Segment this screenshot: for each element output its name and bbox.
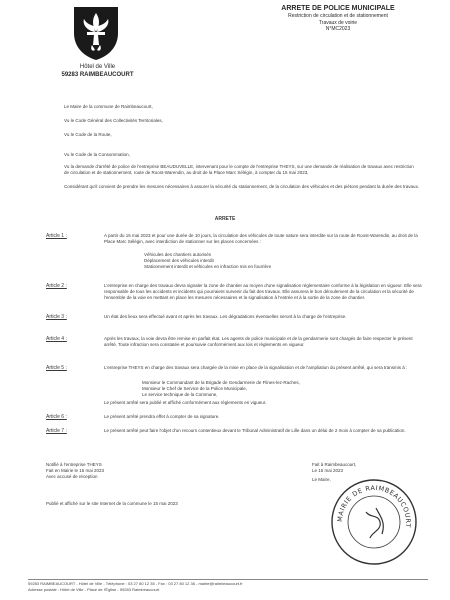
header-number: N°MC2023 [325, 26, 351, 32]
signature-line: Le Maire, [312, 477, 331, 482]
footer-line: Adresse postale : Hôtel de Ville - Place de l'Église - 59283 Raimbeaucourt [28, 586, 160, 592]
visa-request: Vu la demande d'arrêté de police de l'entreprise BEAUDUVELLE, intervenant pour le compte de l'entreprise THEYS, sur une demande de réalisation de travaux avec restriction de circulation et de stationnement, route de Roost-Warendin, au droit de la Place Marc Sélégin, à compter du 15 mai 2023, [64, 164, 414, 175]
article-1-bullets [144, 252, 404, 270]
article-4-text: Après les travaux, la voie devra être remise en parfait état. Les agents de police municipale et de la gendarmerie sont chargés de faire respecter le présent arrêté. Toute infraction sera constatée et poursuivie conformément aux lois et règlements en vigueur. [104, 336, 413, 347]
svg-text:MAIRIE DE RAIMBEAUCOURT [336, 484, 412, 528]
article-2-label: Article 2 : [46, 283, 67, 289]
document-title: ARRETE DE POLICE MUNICIPALE [281, 5, 395, 12]
article-3-label: Article 3 : [46, 314, 67, 320]
signature-line: Fait à Raimbeaucourt, [312, 462, 357, 467]
page-footer [28, 579, 428, 592]
article-1-label: Article 1 : [46, 233, 67, 239]
list-item: Véhicules des chantiers autorisés [144, 252, 212, 257]
visa-considerant: Considérant qu'il convient de prendre les mesures nécessaires à assurer la sécurité du stationnement, de la circulation des véhicules et des piétons pendant la durée des travaux. [64, 184, 420, 189]
list-item: Stationnement interdit et véhicules en infraction mis en fourrière [144, 264, 272, 269]
list-item: Déplacement des véhicules interdit [144, 258, 214, 263]
fleur-de-lis-logo-icon [70, 5, 122, 61]
list-item: Le service technique de la Commune, [142, 392, 218, 397]
footer-line: 59283 RAIMBEAUCOURT - Hôtel de Ville - Téléphone : 03 27 80 12 35 - Fax : 03 27 80 12 36 - mairie@raimbeaucourt.fr [28, 581, 243, 586]
municipality-block [50, 63, 145, 79]
municipal-stamp-icon [330, 478, 418, 566]
signature-line: Le 15 mai 2023 [312, 468, 344, 473]
article-6-label: Article 6 : [46, 414, 67, 420]
article-3-text: Un état des lieux sera effectué avant et après les travaux. Les dégradations éventuelles seront à la charge de l'entreprise. [104, 314, 347, 319]
article-4-label: Article 4 : [46, 336, 67, 342]
article-7-text: Le présent arrêté peut faire l'objet d'un recours contentieux devant le Tribunal Administratif de Lille dans un délai de 2 mois à compter de sa publication. [104, 428, 406, 433]
article-5-after: Le présent arrêté sera publié et affiché conformément aux règlements en vigueur. [104, 400, 267, 405]
article-5-text: L'entreprise THEYS en charge des travaux sera chargée de la mise en place de la signalisation et de l'ampliation du présent arrêté, qui sera transmis à : [104, 365, 408, 370]
list-item: Monsieur le Chef de Service de la Police Municipale, [142, 386, 248, 391]
org-city: 59283 RAIMBEAUCOURT [61, 72, 134, 78]
article-6-text: Le présent arrêté prendra effet à compter de sa signature. [104, 414, 220, 419]
document-header [258, 4, 418, 33]
list-item: Monsieur le Commandant de la Brigade de Gendarmerie de Flines-lez-Raches, [142, 380, 300, 385]
article-7-label: Article 7 : [46, 428, 67, 434]
notification-block [46, 462, 186, 480]
article-2-text: L'entreprise en charge des travaux devra signaler la zone de chantier au moyen d'une signalisation réglementaire conforme à la législation en vigueur. Elle sera responsable de tous les accidents et incidents qui pourraient survenir du fait des travaux. Elle assurera le bon déroulement de la circulation et la sécurité de l'ensemble de la voie en mettant en place les mesures nécessaires et la signalisation à l'entrée et à la sortie de la zone de chantier. [104, 283, 422, 300]
visa-cgct: Vu le Code Général des Collectivités Territoriales, [64, 118, 163, 123]
article-5-label: Article 5 : [46, 365, 67, 371]
visa-code-route: Vu le Code de la Route, [64, 132, 112, 137]
visa-mayor: Le Maire de la commune de Raimbeaucourt, [64, 104, 153, 109]
article-1-text: A partir du 15 mai 2023 et pour une durée de 10 jours, la circulation des véhicules de toute nature sera interdite sur la route de Roost-Warendin, au droit de la Place Marc Sélégin, avec interdiction de stationner sur les places concernées : [104, 233, 418, 244]
notification-line: Avec accusé de réception [46, 474, 98, 479]
header-subtitle: Restriction de circulation et de stationnement [288, 13, 388, 19]
header-topic: Travaux de voirie [318, 19, 358, 26]
notification-line: Notifié à l'entreprise THEYS [46, 462, 102, 467]
stamp-text: MAIRIE DE RAIMBEAUCOURT [335, 483, 413, 529]
notification-line: Fait en Mairie le 15 mai 2023 [46, 468, 105, 473]
arrete-heading: ARRETE [214, 216, 236, 222]
org-name: Hôtel de Ville [79, 64, 116, 70]
publication-note: Publié et affiché sur le site Internet de la commune le 15 mai 2023 [46, 501, 178, 506]
article-5-bullets [142, 380, 412, 398]
visa-code-consommation: Vu le Code de la Consommation, [64, 152, 130, 157]
